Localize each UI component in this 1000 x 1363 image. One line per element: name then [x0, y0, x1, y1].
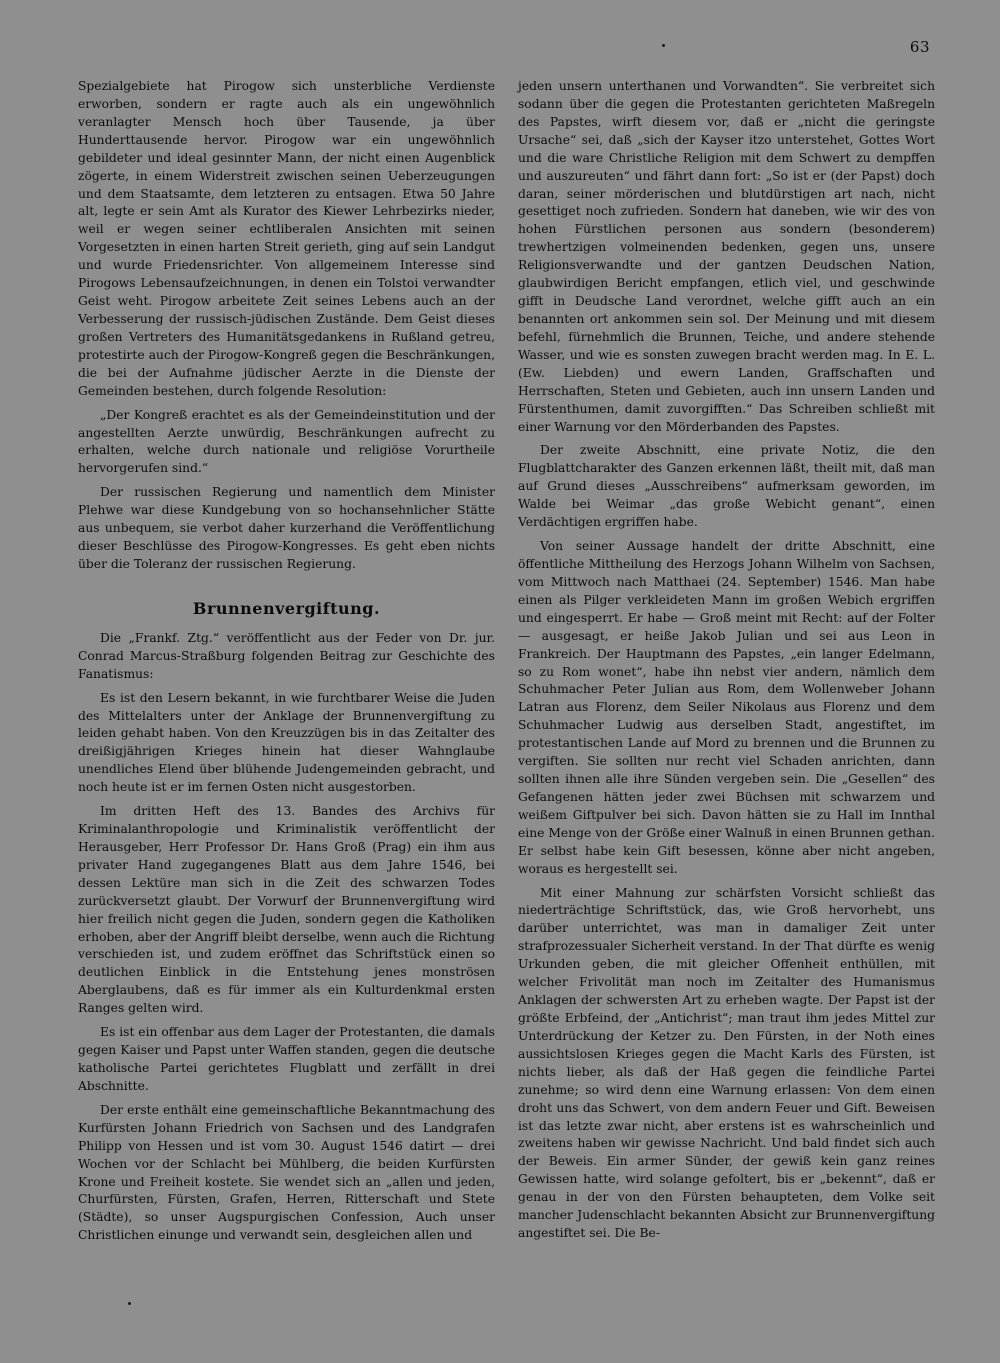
page-number: 63: [909, 38, 930, 56]
paragraph: Es ist den Lesern bekannt, in wie furchtbarer Weise die Juden des Mittelalters unter der Anklage der Brunnenvergiftung zu leiden gehabt haben. Von den Kreuzzügen bis in das Zeitalter des dreißigjährigen Krieges hinein hat dieser Wahnglaube unendliches Elend über blühende Judengemeinden gebracht, und noch heute ist er im fernen Osten nicht ausgestorben.: [78, 690, 495, 795]
paragraph: jeden unsern unterthanen und Vorwandten“. Sie verbreitet sich sodann über die gegen die Protestanten gerichteten Maßregeln des Papstes, wirft diesem vor, daß er „nicht die geringste Ursache“ sei, daß „sich der Kayser itzo unterstehet, Gottes Wort und die ware Christliche Religion mit dem Schwert zu dempffen und auszureuten“ und fährt dann fort: „So ist er (der Papst) doch daran, seiner mörderischen und blutdürstigen art nach, nicht gesettiget noch zufrieden. Sondern hat daneben, wie wir des von hohen Fürstlichen personen aus sondern (besonderem) trewhertzigen volmeinenden bedenken, gegen uns, unsere Religionsverwandte und der gantzen Deudschen Nation, glaubwirdigen Bericht empfangen, etlich viel, und geschwinde gifft in Deudsche Land verordnet, welche gifft auch an ein benannten ort ankommen sein sol. Der Meinung und mit diesem befehl, fürnehmlich die Brunnen, Teiche, und andere stehende Wasser, und wie es sonsten zuwegen bracht werden mag. In E. L. (Ew. Liebden) und ewern Landen, Graffschaften und Herrschaften, Steten und Gebieten, auch inn unsern Landen und Fürstenthumen, damit zuvorgifften.“ Das Schreiben schließt mit einer Warnung vor den Mörderbanden des Papstes.: [518, 79, 935, 434]
paragraph: Mit einer Mahnung zur schärfsten Vorsicht schließt das niederträchtige Schriftstück, das, wie Groß hervorhebt, uns darüber unterrichtet, was man in damaliger Zeit unter strafprozessualer Sicherheit verstand. In der That dürfte es wenig Urkunden geben, die mit gleicher Offenheit enthüllen, mit welcher Frivolität man noch im Zeitalter des Humanismus Anklagen der schwersten Art zu erheben wagte. Der Papst ist der größte Erbfeind, der „Antichrist“; man traut ihm jedes Mittel zur Unterdrückung der Ketzer zu. Den Fürsten, in der Noth eines aussichtslosen Krieges gegen die Macht Karls des Fürsten, ist nichts lieber, als daß der Haß gegen die feindliche Partei zunehme; so wird denn eine Warnung erlassen: Von dem einen droht uns das Schwert, von dem andern Feuer und Gift. Beweisen ist das letzte zwar nicht, aber erstens ist es wahrscheinlich und zweitens haben wir gewisse Nachricht. Und bald findet sich auch der Beweis. Ein armer Sünder, der gewiß kein ganz reines Gewissen hatte, wird solange gefoltert, bis er „bekennt“, daß er genau in der von den Fürsten behaupteten, dem Volke seit mancher Judenschlacht bekannten Absicht zur Brunnenvergiftung angestiftet sei. Die Be-: [518, 885, 935, 1241]
paragraph: Der zweite Abschnitt, eine private Notiz, die den Flugblattcharakter des Ganzen erkennen läßt, theilt mit, daß man auf Grund dieses „Ausschreibens“ aufmerksam geworden, im Walde bei Weimar „das große Webicht genant“, einen Verdächtigen ergriffen habe.: [518, 443, 935, 530]
paragraph: Der russischen Regierung und namentlich dem Minister Plehwe war diese Kundgebung von so hochansehnlicher Stätte aus unbequem, sie verbot daher kurzerhand die Veröffentlichung dieser Beschlüsse des Pirogow-Kongresses. Es geht eben nichts über die Toleranz der russischen Regierung.: [78, 485, 495, 571]
resolution-quote: „Der Kongreß erachtet es als der Gemeindeinstitution und der angestellten Aerzte unwürdig, Beschränkungen aufrecht zu erhalten, welche durch nationale und religiöse Vorurtheile hervorgerufen sind.“: [78, 407, 495, 476]
paragraph: Der erste enthält eine gemeinschaftliche Bekanntmachung des Kurfürsten Johann Friedrich von Sachsen und des Landgrafen Philipp von Hessen und ist vom 30. August 1546 datirt — drei Wochen vor der Schlacht bei Mühlberg, die beiden Kurfürsten Krone und Freiheit kostete. Sie wendet sich an „allen und jeden, Churfürsten, Fürsten, Grafen, Herren, Ritterschaft und Stete (Städte), so unser Augspurgischen Confession, Auch unser Christlichen einunge und verwandt sein, desgleichen allen und: [78, 1102, 495, 1243]
paragraph: Spezialgebiete hat Pirogow sich unsterbliche Verdienste erworben, sondern er ragte auch als ein ungewöhnlich veranlagter Mensch hoch über Tausende, ja über Hunderttausende hervor. Pirogow war ein ungewöhnlich gebildeter und ideal gesinnter Mann, der nicht einen Augenblick zögerte, in einem Widerstreit zwischen seinen Ueberzeugungen und dem Staatsamte, dem letzteren zu entsagen. Etwa 50 Jahre alt, legte er sein Amt als Kurator des Kiewer Lehrbezirks nieder, weil er wegen seiner echtliberalen Ansichten mit seinen Vorgesetzten in einen harten Streit gerieth, ging auf sein Landgut und wurde Friedensrichter. Von allgemeinem Interesse sind Pirogows Lebensaufzeichnungen, in denen ein Tolstoi verwandter Geist weht. Pirogow arbeitete Zeit seines Lebens auch an der Verbesserung der russisch-jüdischen Zustände. Dem Geist dieses großen Vertreters des Humanitätsgedankens in Rußland getreu, protestirte auch der Pirogow-Kongreß gegen die Beschränkungen, die bei der Aufnahme jüdischer Aerzte in die Dienste der Gemeinden bestehen, durch folgende Resolution:: [78, 79, 495, 398]
left-column: [78, 78, 495, 1251]
paragraph: Es ist ein offenbar aus dem Lager der Protestanten, die damals gegen Kaiser und Papst unter Waffen standen, gegen die deutsche katholische Partei gerichtetes Flugblatt und zerfällt in drei Abschnitte.: [78, 1025, 495, 1093]
paragraph: Von seiner Aussage handelt der dritte Abschnitt, eine öffentliche Mittheilung des Herzogs Johann Wilhelm von Sachsen, vom Mittwoch nach Matthaei (24. September) 1546. Man habe einen als Pilger verkleideten Mann im großen Webich ergriffen und eingesperrt. Er habe — Groß meint mit Recht: auf der Folter — ausgesagt, er heiße Jakob Julian und sei aus Leon in Frankreich. Der Hauptmann des Papstes, „ein langer Edelmann, so zu Rom wonet“, habe ihn nebst vier andern, nämlich dem Schuhmacher Peter Julian aus Rom, dem Wollenweber Johann Latran aus Florenz, dem Seiler Nikolaus aus Florenz und dem Schuhmacher Ludwig aus derselben Stadt, angestiftet, im protestantischen Lande auf Mord zu brennen und die Brunnen zu vergiften. Sie sollten nur recht viel Schaden anrichten, dann sollten ihnen alle ihre Sünden vergeben sein. Die „Gesellen“ des Gefangenen hätten jeder zwei Büchsen mit schwarzem und weißem Giftpulver bei sich. Davon hätten sie zu Hall im Innthal eine Menge von der Größe einer Walnuß in einen Brunnen gethan. Er selbst habe kein Gift besessen, könne aber nicht angeben, woraus es hergestellt sei.: [518, 539, 935, 876]
print-speck: [662, 44, 665, 47]
print-speck: [128, 1302, 131, 1305]
right-column: [518, 78, 935, 1249]
article-heading: Brunnenvergiftung.: [192, 598, 381, 618]
paragraph: Die „Frankf. Ztg.“ veröffentlicht aus der Feder von Dr. jur. Conrad Marcus-Straßburg folgenden Beitrag zur Geschichte des Fanatismus:: [78, 630, 495, 681]
paragraph: Im dritten Heft des 13. Bandes des Archivs für Kriminalanthropologie und Kriminalistik veröffentlicht der Herausgeber, Herr Professor Dr. Hans Groß (Prag) ein ihm aus privater Hand zugegangenes Blatt aus dem Jahre 1546, bei dessen Lektüre man sich in die Zeit des schwarzen Todes zurückversetzt glaubt. Der Vorwurf der Brunnenvergiftung wird hier freilich nicht gegen die Juden, sondern gegen die Katholiken erhoben, aber der Angriff bleibt derselbe, wenn auch die Richtung verschieden ist, und zudem eröffnet das Schriftstück einen so deutlichen Einblick in die Entstehung jenes monströsen Aberglaubens, daß es für immer als ein Kulturdenkmal ersten Ranges gelten wird.: [78, 804, 495, 1016]
